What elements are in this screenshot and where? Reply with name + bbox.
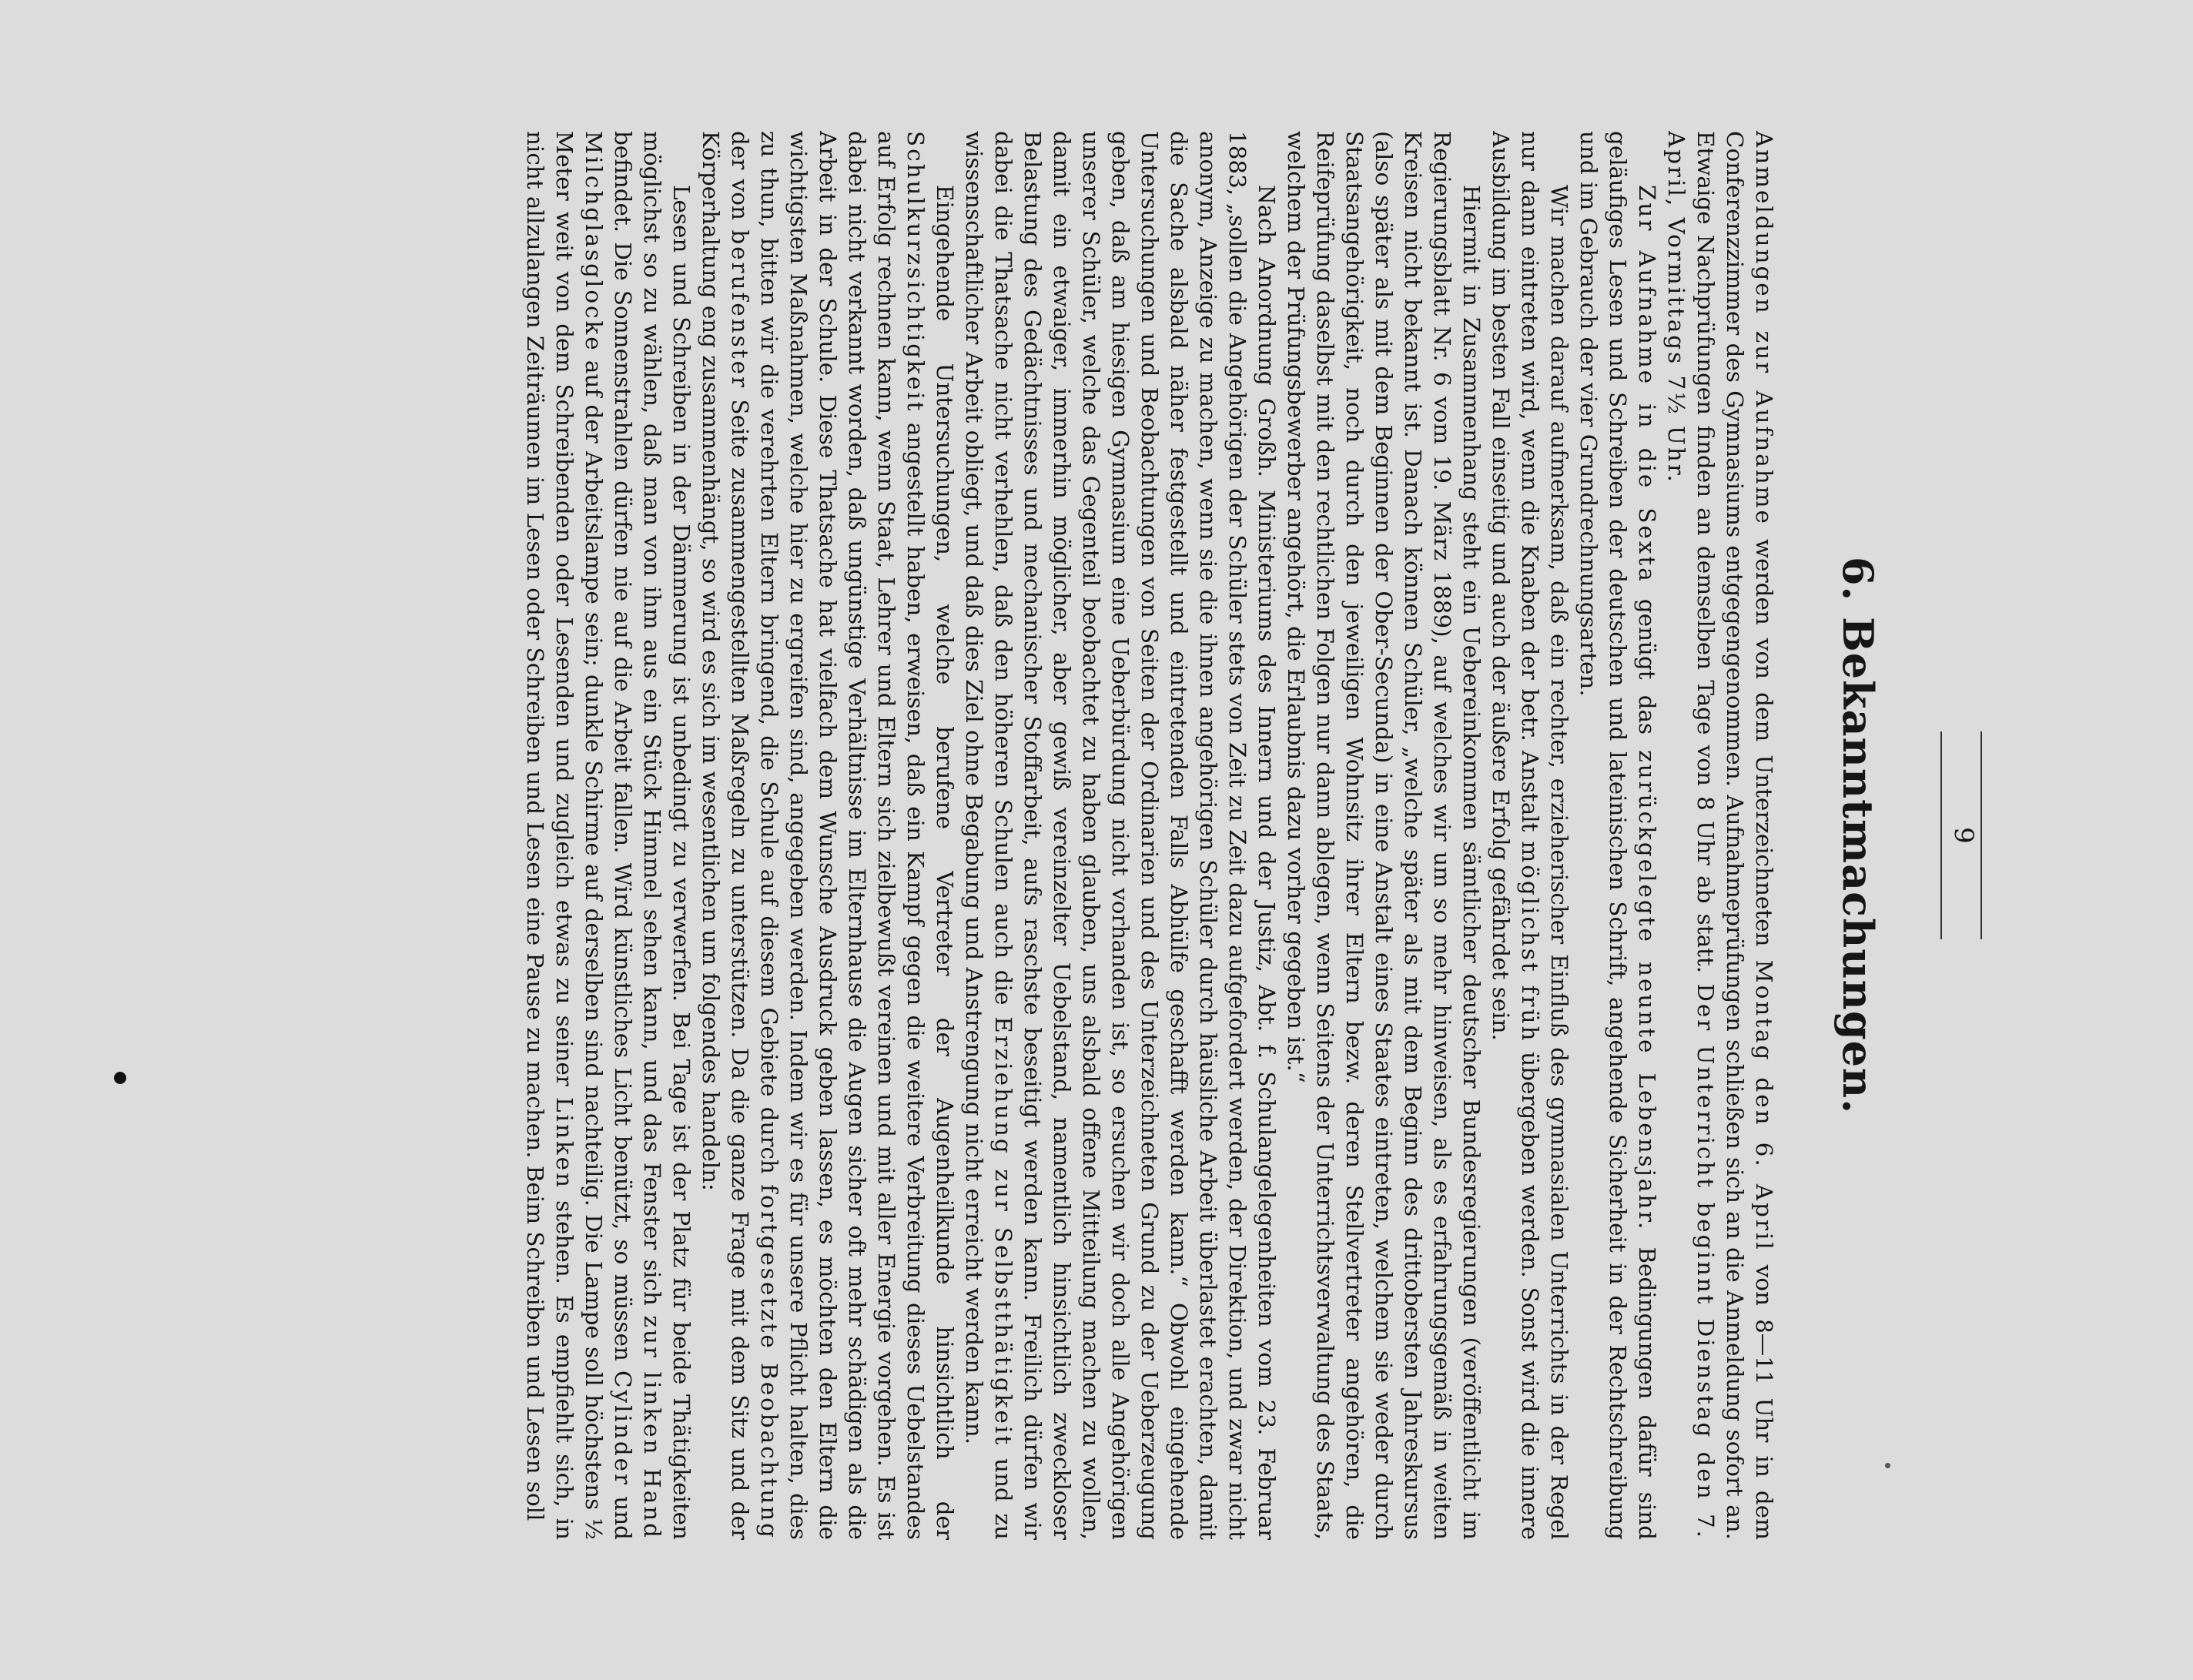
paragraph-text: befindet. Die Sonnenstrahlen dürfen nie auf die Arbeit fallen. Wird künstliches Licht benützt, so müssen	[610, 131, 636, 1371]
paragraph-text: stehen. Es empfiehlt sich, in nicht allzulangen Zeiträumen im Lesen oder Schreiben und Lesen eine Pause zu machen. Beim Schreiben und Lesen soll	[522, 131, 578, 1540]
paragraph	[1662, 131, 1779, 1540]
emphasized-text: Erziehung zur Selbstthätigkeit	[990, 1016, 1016, 1447]
emphasized-text: Schulkurzsichtigkeit	[902, 131, 929, 413]
body-text	[521, 131, 1779, 1540]
emphasized-text: Zur Aufnahme in die Sexta	[1634, 185, 1660, 584]
paragraph-text: von 8—11 Uhr in dem Conferenzzimmer des Gymnasiums entgegengenommen. Aufnahmeprüfungen schließen sich an die Anmeldung sofort an. Etwaige Nachprüfungen finden an demselben Tage von 8 Uhr ab statt.	[1692, 131, 1777, 1540]
paragraph-text: Eingehende Untersuchungen, welche berufene Vertreter der Augenheilkunde hinsichtlich der	[932, 185, 958, 1540]
paragraph-text: werden von dem Unterzeichneten	[1751, 525, 1777, 960]
section-heading: 6. Bekanntmachungen.	[1833, 556, 1883, 1114]
paragraph-text: Seite zusammengestellten Maßregeln zu unterstützen. Da die ganze Frage mit dem Sitz und der Körperhaltung eng zusammenhängt, so wird es sich im wesentlichen um folgendes handeln:	[698, 131, 753, 1541]
emphasized-text: Milchglasglocke	[581, 131, 607, 353]
paper-speck	[1885, 1463, 1890, 1468]
ink-dot	[114, 1072, 126, 1084]
emphasized-text: berufenster	[727, 229, 753, 390]
paragraph-text: der von	[727, 131, 753, 230]
paragraph-text: und	[610, 1487, 636, 1540]
emphasized-text: fortgesetzte Beobachtung	[756, 1184, 782, 1540]
paragraph-text: und zu wissenschaftlicher Arbeit obliegt, und daß dies Ziel ohne Begabung und Anstrengung nicht erreicht werden kann.	[961, 131, 1016, 1540]
document-page	[123, 123, 1987, 1548]
page-number: 9	[1948, 827, 1979, 844]
paragraph	[1486, 131, 1574, 1540]
paragraph-text: angestellt haben, erweisen, daß ein Kampf gegen die weitere Verbreitung dieses Uebelstandes auf Erfolg rechnen kann, wenn Staat, Lehrer und Eltern sich zielbewußt vereinen und mit aller Energie vorgehen. Es ist dabei nicht verkannt worden, daß ungünstige Verhältnisse im Elternhause die Augen sicher oft mehr schädigen als die Arbeit in der Schule. Diese Thatsache hat vielfach dem Wunsche Ausdruck geben lassen, es möchten den Eltern die wichtigsten Maßnahmen, welche hier zu ergreifen sind, angegeben werden. Indem wir es für unsere Pflicht halten, dies zu thun, bitten wir die verehrten Eltern bringend, die Schule auf diesem Gebiete durch	[756, 131, 929, 1540]
paragraph-text: Lesen und Schreiben in der Dämmerung ist unbedingt zu verwerfen. Bei Tage ist der Platz für beide Thätigkeiten möglichst so zu wählen, daß man von ihm aus ein Stück Himmel sehen kann, und das Fenster sich	[639, 131, 695, 1540]
emphasized-text: Der Unterricht beginnt Dienstag den 7. April, Vormittags 7½ Uhr.	[1663, 131, 1719, 1541]
paragraph	[1281, 131, 1486, 1540]
emphasized-text: Linken	[551, 1096, 578, 1190]
paragraph	[696, 131, 959, 1540]
paragraph-text: Nach Anordnung Großh. Ministeriums des Innern und der Justiz, Abt. f. Schulangelegenheiten vom 23. Februar 1883, „sollen die Angehörigen der Schüler stets von Zeit zu Zeit dazu aufgefordert werden, der Direktion, und zwar nicht anonym, Anzeige zu machen, wenn sie die ihnen angehörigen Schüler durch häusliche Arbeit überlastet erachten, damit die Sache alsbald näher festgestellt und eintretenden Falls Abhülfe geschafft werden kann.“ Obwohl eingehende Untersuchungen und Beobachtungen von Seiten der Ordinarien und des Unterzeichneten Grund zu der Ueberzeugung geben, daß am hiesigen Gymnasium eine Ueberbürdung nicht vorhanden ist, so ersuchen wir doch alle Angehörigen unserer Schüler, welche das Gegenteil beobachtet zu haben glauben, uns alsbald offene Mitteilung machen zu wollen, damit ein etwaiger, immerhin möglicher, aber gewiß vereinzelter Uebelstand, namentlich hinsichtlich zweckloser Belastung des Gedächtnisses und mechanischer Stoffarbeit, aufs raschste beseitigt werden kann. Freilich dürfen wir dabei die Thatsache nicht verhehlen, daß den höheren Schulen auch die	[990, 131, 1280, 1540]
paragraph-text: Wir machen darauf aufmerksam, daß ein rechter, erzieherischer Einfluß des gymnasialen Unterrichts in der Regel nur dann eintreten wird, wenn die Knaben der betr. Anstalt	[1517, 131, 1572, 1540]
emphasized-text: zurückgelegte neunte Lebensjahr.	[1634, 750, 1660, 1232]
paragraph-text: Hiermit in Zusammenhang steht ein Uebereinkommen sämtlicher deutscher Bundesregierungen (veröffentlicht im Regierungsblatt Nr. 6 vom 19. März 1889), auf welches wir um so mehr hinweisen, als es erfahrungsgemäß in weiten Kreisen nicht bekannt ist. Danach können Schüler, „welche später als mit dem Beginn des drittobersten Jahreskursus (also später als mit dem Beginnen der Ober-Secunda) in eine Anstalt eines Staates eintreten, welchem sie weder durch Staatsangehörigkeit, noch durch den jeweiligen Wohnsitz ihrer Eltern bezw. deren Stellvertreter angehören, die Reifeprüfung daselbst mit den rechtlichen Folgen nur dann ablegen, wenn Seitens der Unterrichtsverwaltung des Staats, welchem der Prüfungsbewerber angehört, die Erlaubnis dazu vorher gegeben ist.“	[1283, 131, 1485, 1540]
paragraph-text: übergeben werden. Sonst wird die innere Ausbildung im besten Fall einseitig und auch der äußere Erfolg gefährdet sein.	[1488, 131, 1543, 1540]
paragraph-text: genügt das	[1634, 583, 1660, 751]
emphasized-text: möglichst früh	[1517, 841, 1543, 1043]
paragraph-text: Bedingungen dafür sind geläufiges Lesen und Schreiben der deutschen und lateinischen Schrift, angehende Sicherheit in der Rechtschreibung und im Gebrauch der vier Grundrechnungsarten.	[1575, 131, 1660, 1541]
paragraph-text: auf der Arbeitslampe sein; dunkle Schirme auf derselben sind nachteilig. Die Lampe soll höchstens ½ Meter weit von dem Schreibenden oder Lesenden und zugleich etwas zu seiner	[551, 131, 607, 1540]
paragraph	[521, 131, 696, 1540]
emphasized-text: zur linken Hand	[639, 1315, 665, 1540]
page-number-rule-bottom	[1940, 731, 1942, 939]
paragraph	[959, 131, 1281, 1540]
emphasized-text: Montag den 6. April	[1751, 959, 1777, 1252]
emphasized-text: Anmeldungen zur Aufnahme	[1751, 131, 1777, 526]
emphasized-text: Cylinder	[610, 1370, 636, 1488]
paragraph	[1574, 131, 1662, 1540]
